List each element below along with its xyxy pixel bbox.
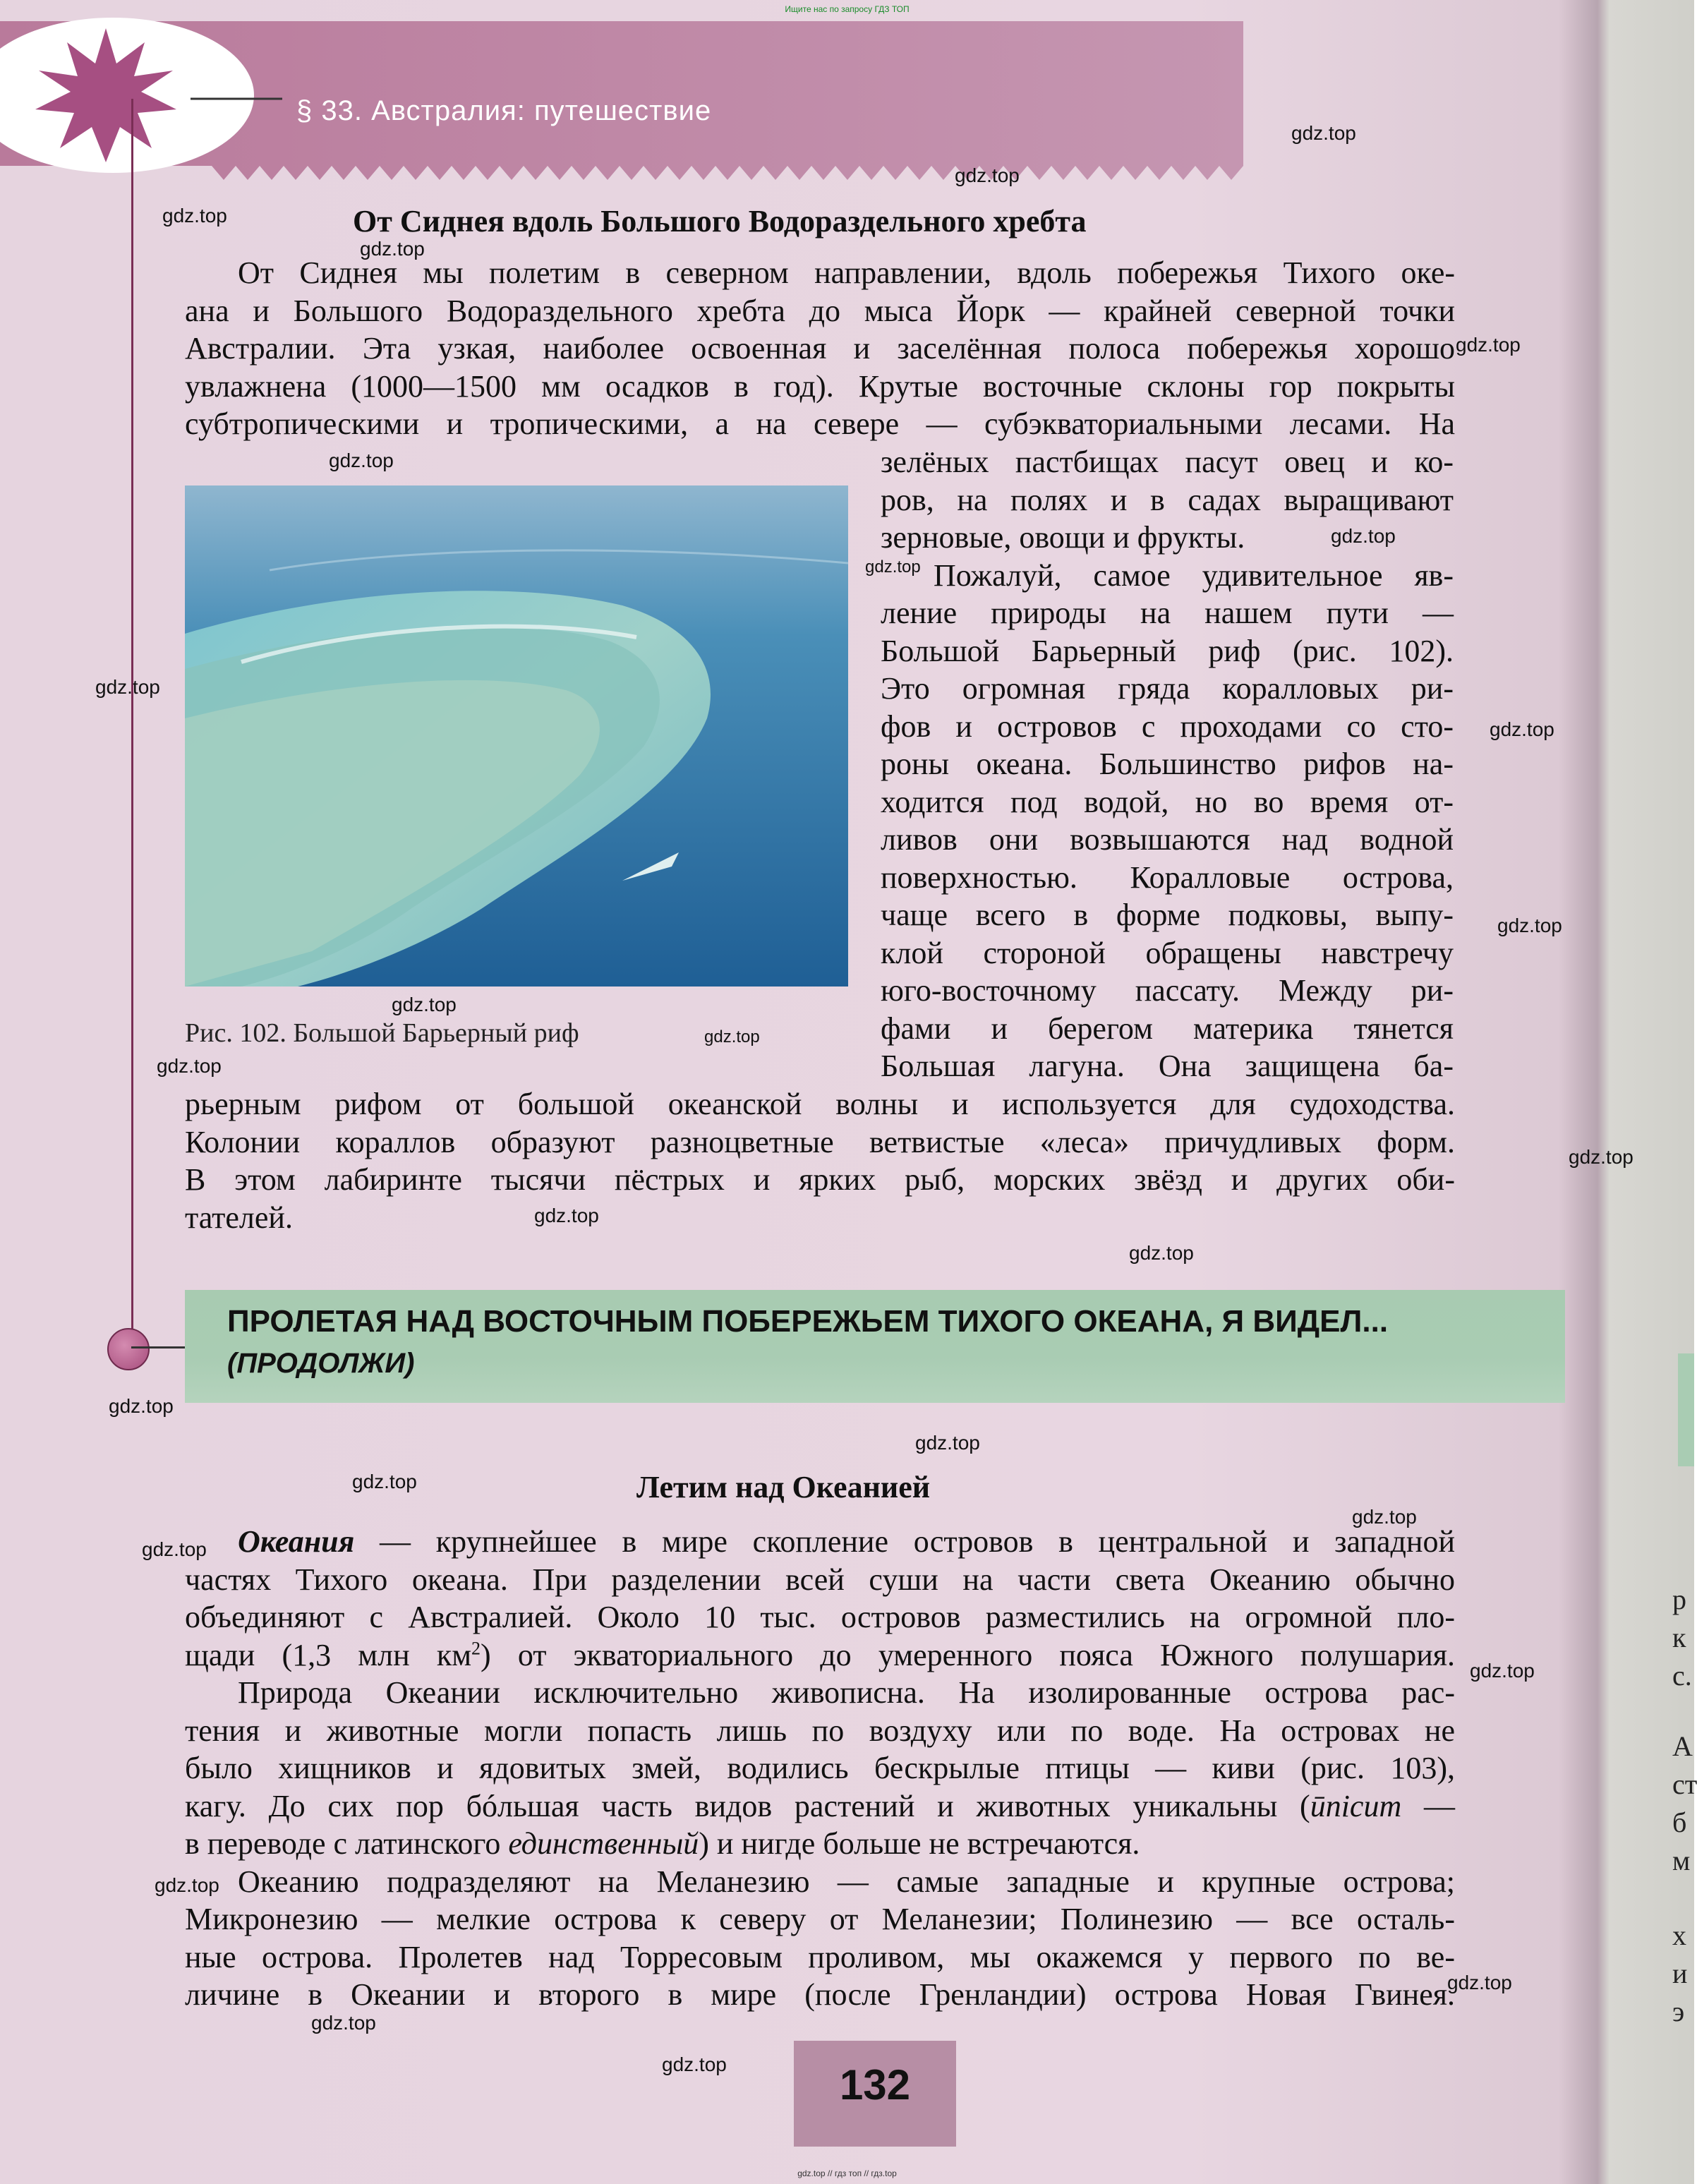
- watermark: gdz.top: [360, 238, 425, 260]
- text-line: Микронезию — мелкие острова к северу от Меланезии; Полинезию — все осталь-: [185, 1902, 1455, 1936]
- section-title: § 33. Австралия: путешествие: [296, 95, 712, 126]
- watermark: gdz.top: [329, 450, 394, 471]
- watermark: gdz.top: [1470, 1660, 1535, 1682]
- text-fragment: в переводе с латинского: [185, 1826, 509, 1861]
- margin-line: [131, 99, 133, 1341]
- text-line: [185, 1523, 1455, 1561]
- watermark: gdz.top: [109, 1395, 174, 1417]
- watermark: gdz.top: [955, 164, 1020, 186]
- text-fragment: —: [1401, 1788, 1456, 1823]
- watermark: gdz.top: [311, 2012, 376, 2034]
- section-heading-oceania: Летим над Океанией: [636, 1470, 931, 1504]
- text-line: зерновые, овощи и фрукты.: [881, 520, 1245, 555]
- watermark: gdz.top: [865, 557, 921, 577]
- text-line: зелёных пастбищах пасут овец и ко-: [881, 445, 1454, 479]
- watermark: gdz.top: [1569, 1146, 1633, 1168]
- text-line: ров, на полях и в садах выращивают: [881, 482, 1454, 517]
- text-fragment: — крупнейшее в мире скопление островов в центральной и западной: [354, 1524, 1455, 1559]
- watermark: gdz.top: [352, 1471, 417, 1492]
- text-line: Большая лагуна. Она защищена ба-: [881, 1049, 1454, 1083]
- watermark: gdz.top: [662, 2053, 727, 2075]
- text-line: В этом лабиринте тысячи пёстрых и ярких рыб, морских звёзд и других оби-: [185, 1162, 1455, 1197]
- figure-caption: Рис. 102. Большой Барьерный риф: [185, 1018, 579, 1048]
- paragraph-oceania: [185, 1523, 1455, 2014]
- page-number: 132: [839, 2061, 911, 2108]
- task-text: ПРОЛЕТАЯ НАД ВОСТОЧНЫМ ПОБЕРЕЖЬЕМ ТИХОГО ОКЕАНА, Я ВИДЕЛ...: [227, 1304, 1389, 1339]
- next-page-fragment: [1672, 1581, 1692, 1695]
- watermark: gdz.top: [155, 1874, 219, 1896]
- text-line: Австралии. Эта узкая, наиболее освоенная и заселённая полоса побережья хорошо: [185, 331, 1455, 366]
- text-line: От Сиднея мы полетим в северном направлении, вдоль побережья Тихого оке-: [238, 255, 1455, 290]
- section-heading-sydney: От Сиднея вдоль Большого Водораздельного хребта: [353, 204, 1087, 239]
- watermark: gdz.top: [162, 205, 227, 227]
- watermark: gdz.top: [915, 1432, 980, 1454]
- paragraph-lagoon: [185, 1085, 1455, 1236]
- next-page-fragment: [1672, 1917, 1687, 2031]
- text-line: [185, 1636, 1455, 1675]
- watermark: gdz.top: [157, 1055, 222, 1077]
- edge-letter: к: [1672, 1622, 1686, 1653]
- section-header: [0, 21, 1411, 191]
- term-oceania: Океания: [238, 1524, 355, 1559]
- top-link[interactable]: Ищите нас по запросу ГДЗ ТОП: [785, 4, 910, 14]
- next-page-fragment: [1672, 1727, 1697, 1880]
- text-line: личине в Океании и второго в мире (после Гренландии) острова Новая Гвинея.: [185, 1977, 1455, 2012]
- text-fragment: щади (1,3 млн км: [185, 1637, 472, 1672]
- watermark: gdz.top: [1497, 915, 1562, 936]
- watermark: gdz.top: [1456, 334, 1521, 356]
- superscript: 2: [471, 1637, 481, 1658]
- text-fragment: кагу. До сих пор бóльшая часть видов растений и животных уникальны (: [185, 1788, 1310, 1823]
- watermark: gdz.top: [1291, 122, 1356, 144]
- task-subtext: (ПРОДОЛЖИ): [227, 1348, 415, 1379]
- text-line: увлажнена (1000—1500 мм осадков в год). Крутые восточные склоны гор покрыты: [185, 368, 1455, 404]
- watermark: gdz.top: [392, 994, 457, 1015]
- watermark: gdz.top: [142, 1538, 207, 1560]
- next-page-box: [1678, 1353, 1694, 1466]
- edge-letter: б: [1672, 1806, 1687, 1838]
- watermark: gdz.top: [534, 1205, 599, 1226]
- text-line: субтропическими и тропическими, а на севере — субэкваториальными лесами. На: [185, 406, 1455, 441]
- latin-word: ūnicum: [1310, 1788, 1402, 1823]
- text-line: частях Тихого океана. При разделении всей суши на части света Океанию обычно: [185, 1562, 1455, 1597]
- text-line: объединяют с Австралией. Около 10 тыс. островов разместились на огромной пло-: [185, 1600, 1455, 1634]
- reef-image: [185, 485, 848, 987]
- page-number-box: [794, 2041, 956, 2147]
- edge-letter: с.: [1672, 1660, 1692, 1691]
- text-line: тения и животные могли попасть лишь по воздуху или по воде. На островах не: [185, 1713, 1455, 1748]
- reef-photo: [185, 485, 848, 987]
- edge-letter: ст: [1672, 1768, 1697, 1800]
- text-line: клой стороной обращены навстречу: [881, 935, 1454, 970]
- text-line: чаще всего в форме подковы, выпу-: [881, 898, 1454, 932]
- text-line: юго-восточному пассату. Между ри-: [881, 973, 1454, 1008]
- task-box: [185, 1290, 1565, 1403]
- text-line: было хищников и ядовитых змей, водились бескрылые птицы — киви (рис. 103),: [185, 1751, 1455, 1785]
- watermark: gdz.top: [1331, 525, 1396, 547]
- bullet-dot: [107, 1328, 150, 1370]
- text-line: Природа Океании исключительно живописна. На изолированные острова рас-: [238, 1675, 1455, 1710]
- text-line: [185, 1787, 1455, 1826]
- watermark: gdz.top: [1352, 1506, 1417, 1528]
- text-line: [185, 1825, 1455, 1863]
- text-line: ана и Большого Водораздельного хребта до мыса Йорк — крайней северной точки: [185, 293, 1455, 328]
- text-line: Большой Барьерный риф (рис. 102).: [881, 633, 1454, 668]
- translation-word: единственный: [508, 1826, 699, 1861]
- text-line: роны океана. Большинство рифов на-: [881, 747, 1454, 781]
- connector-line: [131, 1346, 185, 1349]
- bottom-links[interactable]: gdz.top // гдз топ // гдз.top: [797, 2168, 897, 2178]
- text-line: поверхностью. Коралловые острова,: [881, 859, 1454, 895]
- text-line: рьерным рифом от большой океанской волны и используется для судоходства.: [185, 1087, 1455, 1121]
- text-line: ливов они возвышаются над водной: [881, 822, 1454, 857]
- edge-letter: А: [1672, 1730, 1693, 1762]
- edge-letter: р: [1672, 1583, 1686, 1615]
- text-line: ные острова. Пролетев над Торресовым проливом, мы окажемся у первого по ве-: [185, 1939, 1455, 1974]
- text-line: Пожалуй, самое удивительное яв-: [934, 557, 1454, 593]
- watermark: gdz.top: [1129, 1242, 1194, 1264]
- edge-letter: х: [1672, 1919, 1686, 1951]
- watermark: gdz.top: [95, 676, 160, 698]
- text-fragment: ) от экваториального до умеренного пояса Южного полушария.: [481, 1637, 1455, 1672]
- watermark: gdz.top: [704, 1027, 760, 1046]
- text-line: Колонии кораллов образуют разноцветные ветвистые «леса» причудливых форм.: [185, 1124, 1455, 1159]
- edge-letter: м: [1672, 1845, 1691, 1876]
- text-line: фов и островов с проходами со сто-: [881, 708, 1454, 744]
- text-line: ление природы на нашем пути —: [881, 596, 1454, 630]
- text-line: тателей.: [185, 1200, 293, 1235]
- text-line: ходится под водой, но во время от-: [881, 784, 1454, 819]
- text-line: Это огромная гряда коралловых ри-: [881, 671, 1454, 706]
- text-fragment: ) и нигде больше не встречаются.: [699, 1826, 1140, 1861]
- text-line: фами и берегом материка тянется: [881, 1010, 1454, 1046]
- watermark: gdz.top: [1490, 718, 1554, 740]
- paragraph-intro: [185, 254, 1455, 443]
- edge-letter: и: [1672, 1957, 1688, 1989]
- text-line: Океанию подразделяют на Меланезию — самые западные и крупные острова;: [238, 1864, 1455, 1899]
- edge-letter: э: [1672, 1996, 1685, 2027]
- watermark: gdz.top: [1447, 1972, 1512, 1993]
